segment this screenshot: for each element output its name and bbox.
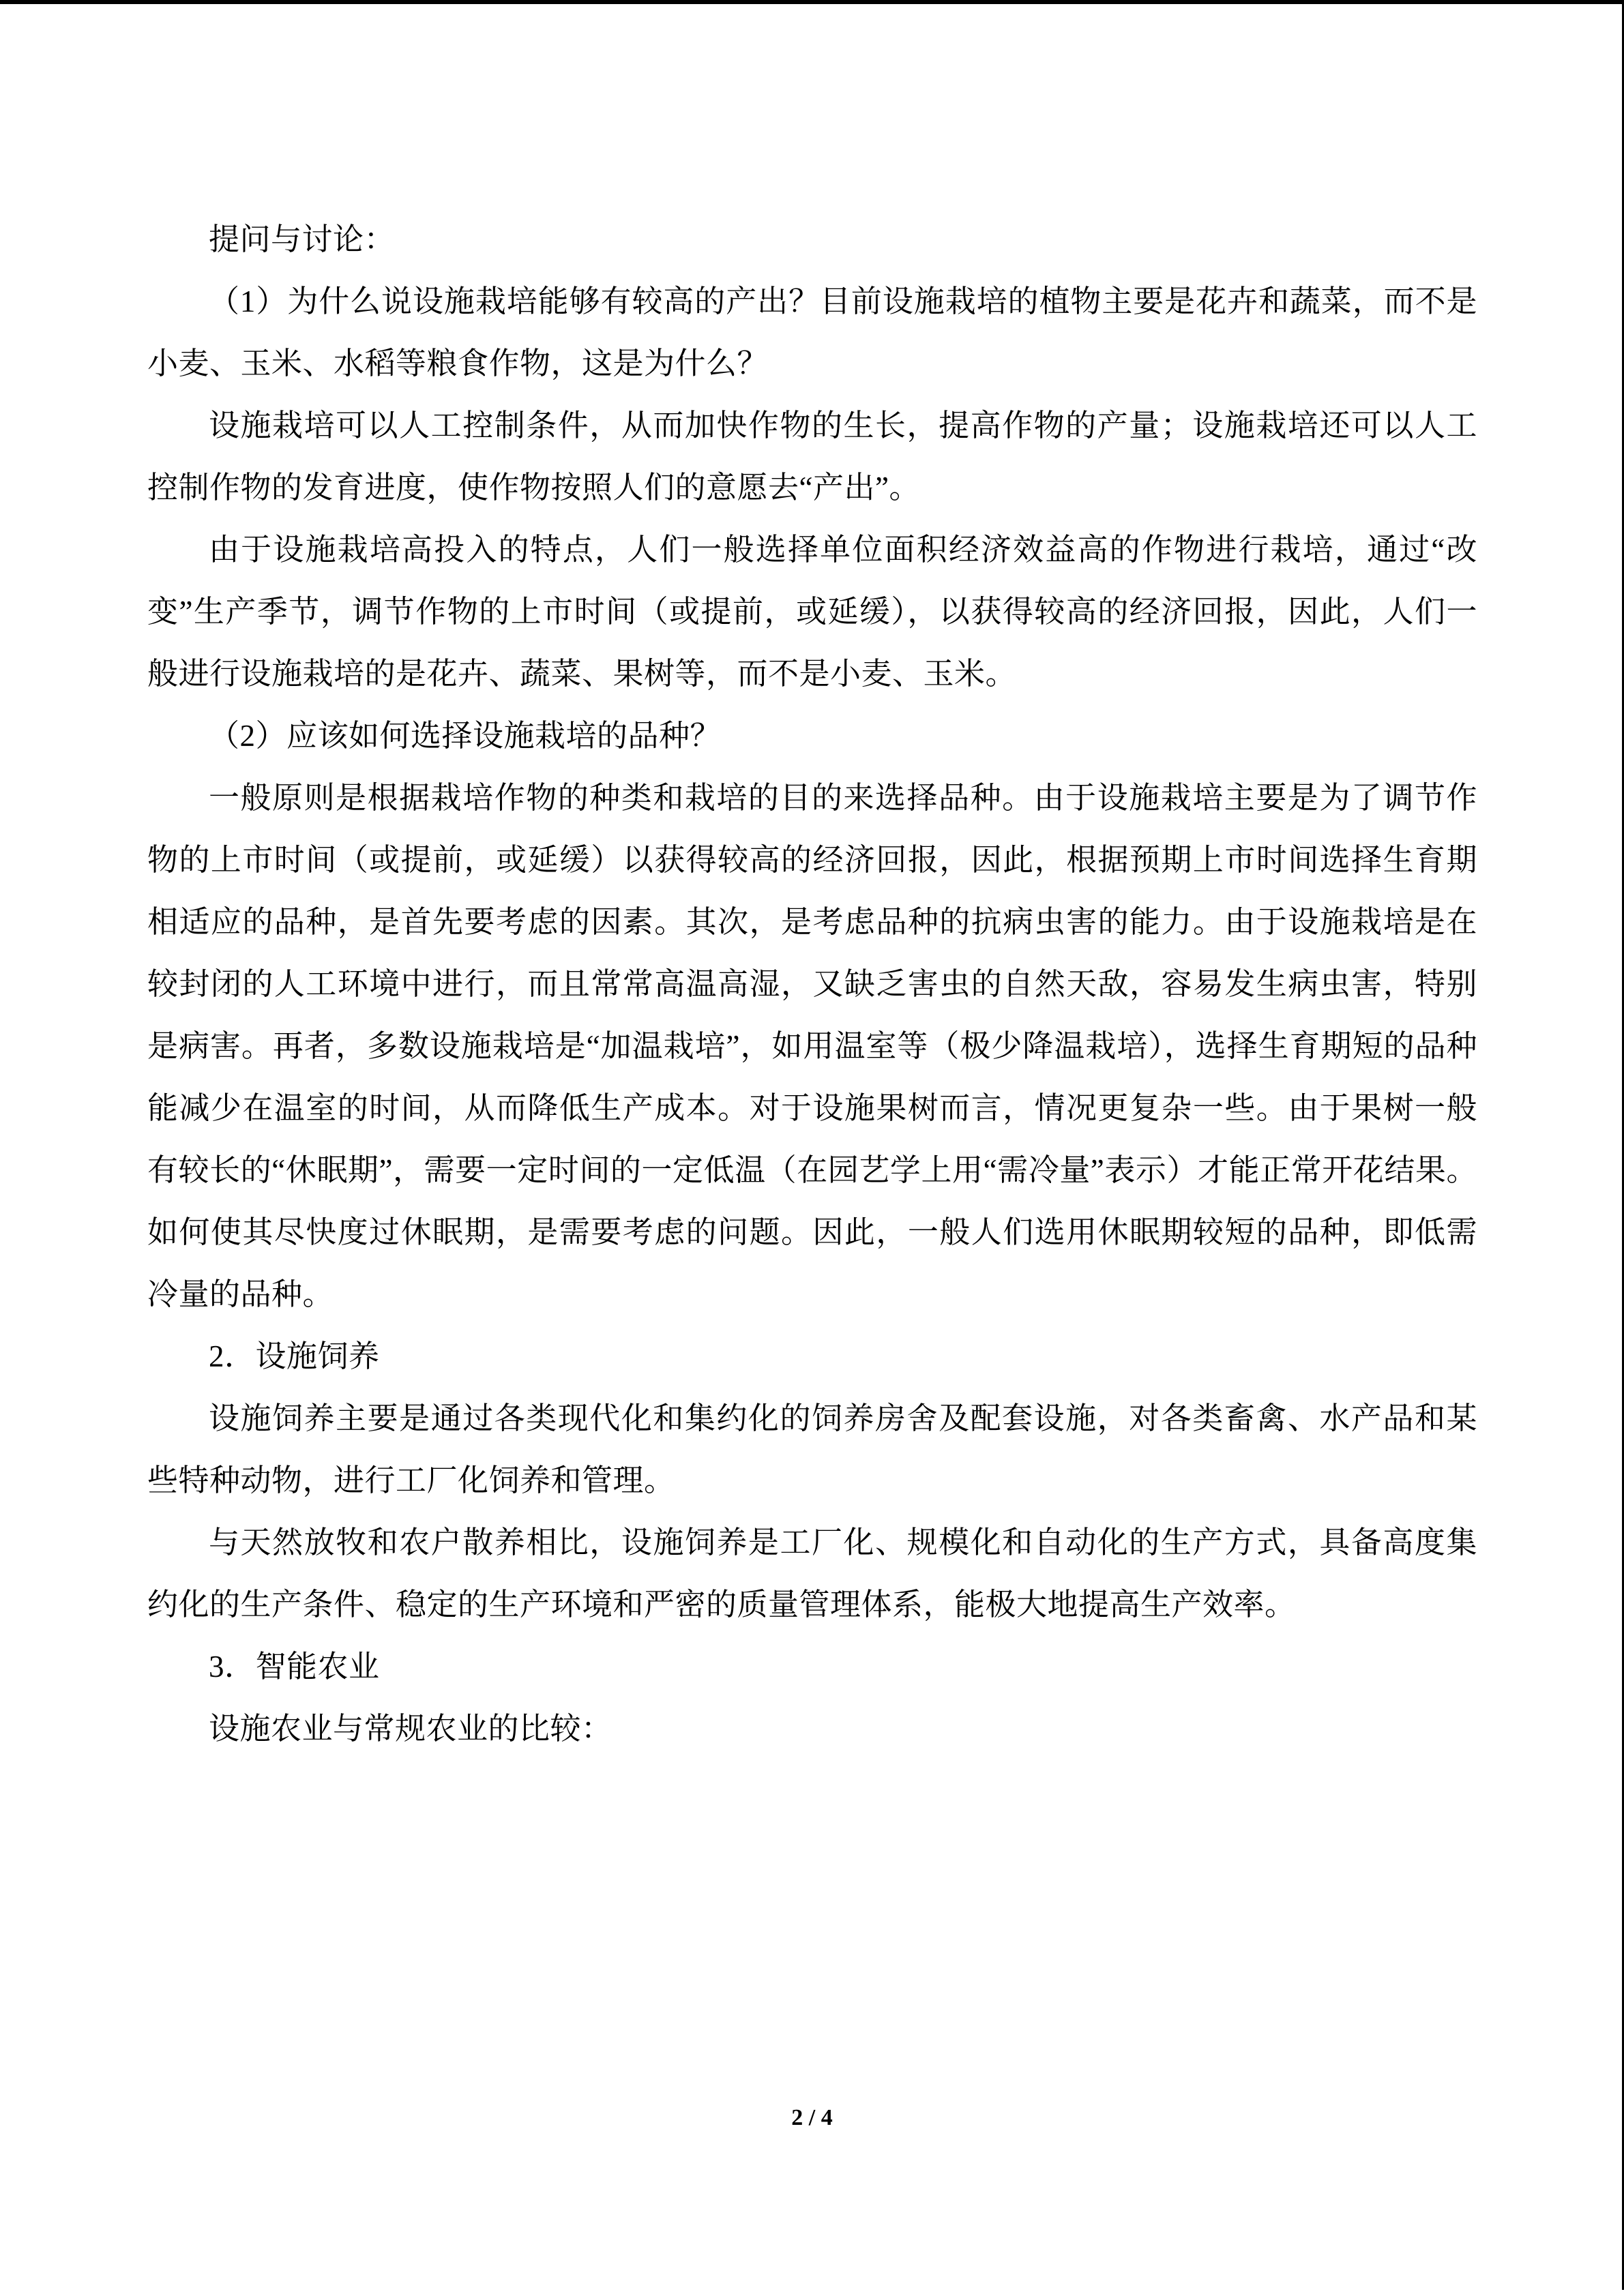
document-body [147, 209, 1477, 1760]
scan-top-edge-line [0, 0, 1624, 4]
paragraph: （1）为什么说设施栽培能够有较高的产出？目前设施栽培的植物主要是花卉和蔬菜，而不是小麦、玉米、水稻等粮食作物，这是为什么？ [147, 284, 1477, 381]
paragraph: 由于设施栽培高投入的特点，人们一般选择单位面积经济效益高的作物进行栽培，通过“改变”生产季节，调节作物的上市时间（或提前，或延缓），以获得较高的经济回报，因此，人们一般进行设施栽培的是花卉、蔬菜、果树等，而不是小麦、玉米。 [147, 533, 1477, 691]
paragraph: 设施饲养主要是通过各类现代化和集约化的饲养房舍及配套设施，对各类畜禽、水产品和某些特种动物，进行工厂化饲养和管理。 [147, 1401, 1477, 1497]
paragraph: 设施栽培可以人工控制条件，从而加快作物的生长，提高作物的产量；设施栽培还可以人工控制作物的发育进度，使作物按照人们的意愿去“产出”。 [147, 408, 1477, 505]
paragraph: 设施农业与常规农业的比较： [209, 1712, 612, 1746]
paragraph: 一般原则是根据栽培作物的种类和栽培的目的来选择品种。由于设施栽培主要是为了调节作物的上市时间（或提前，或延缓）以获得较高的经济回报，因此，根据预期上市时间选择生育期相适应的品种，是首先要考虑的因素。其次，是考虑品种的抗病虫害的能力。由于设施栽培是在较封闭的人工环境中进行，而且常常高温高湿，又缺乏害虫的自然天敌，容易发生病虫害，特别是病害。再者，多数设施栽培是“加温栽培”，如用温室等（极少降温栽培），选择生育期短的品种能减少在温室的时间，从而降低生产成本。对于设施果树而言，情况更复杂一些。由于果树一般有较长的“休眠期”，需要一定时间的一定低温（在园艺学上用“需冷量”表示）才能正常开花结果。如何使其尽快度过休眠期，是需要考虑的问题。因此，一般人们选用休眠期较短的品种，即低需冷量的品种。 [147, 781, 1477, 1311]
page-footer [0, 2104, 1624, 2132]
page-number: 2 / 4 [791, 2105, 833, 2130]
paragraph: 2．设施饲养 [209, 1339, 380, 1373]
paragraph: 提问与讨论： [209, 222, 396, 256]
paragraph: 3．智能农业 [209, 1650, 380, 1684]
paragraph: （2）应该如何选择设施栽培的品种？ [209, 719, 722, 753]
paragraph: 与天然放牧和农户散养相比，设施饲养是工厂化、规模化和自动化的生产方式，具备高度集约化的生产条件、稳定的生产环境和严密的质量管理体系，能极大地提高生产效率。 [147, 1525, 1477, 1622]
